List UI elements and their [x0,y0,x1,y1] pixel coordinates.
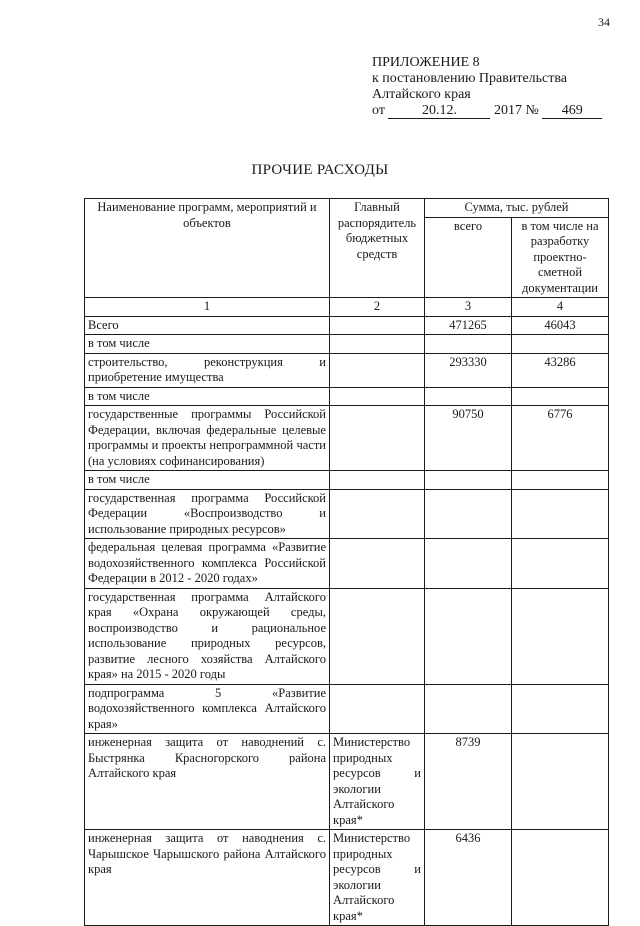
table-row [85,471,609,490]
cell-manager [330,353,425,387]
appendix-block [372,55,622,119]
header-row [85,199,609,218]
appendix-date-row [372,103,622,119]
cell-design [512,471,609,490]
cell-manager [330,406,425,471]
cell-manager [330,335,425,354]
cell-design: 6776 [512,406,609,471]
cell-name: инженерная защита от наводнений с. Быстрянка Красногорского района Алтайского края [85,734,330,830]
header-total: всего [425,217,512,298]
cell-name: федеральная целевая программа «Развитие водохозяйственного комплекса Российской Федерации в 2012 - 2020 годах» [85,539,330,589]
cell-total [425,539,512,589]
cell-manager [330,471,425,490]
cell-total: 293330 [425,353,512,387]
appendix-line-1: к постановлению Правительства [372,71,568,86]
cell-design: 46043 [512,316,609,335]
cell-name: государственные программы Российской Федерации, включая федеральные целевые программы и проекты непрограммной части (на условиях софинансирования) [85,406,330,471]
from-label: от [372,103,385,118]
cell-total [425,588,512,684]
cell-design [512,734,609,830]
table-row [85,387,609,406]
cell-total [425,387,512,406]
cell-name: государственная программа Российской Федерации «Воспроизводство и использование природных ресурсов» [85,489,330,539]
table-row [85,588,609,684]
cell-manager: Министерство природных ресурсов и экологии Алтайского края* [330,734,425,830]
appendix-title: ПРИЛОЖЕНИЕ 8 [372,55,480,70]
cell-name: Всего [85,316,330,335]
header-sum: Сумма, тыс. рублей [425,199,609,218]
table-row [85,684,609,734]
date-value: 20.12. [388,103,490,119]
column-number: 1 [85,298,330,317]
table-row [85,316,609,335]
cell-total [425,489,512,539]
header-manager: Главный распорядитель бюджетных средств [330,199,425,298]
cell-name: в том числе [85,335,330,354]
year-value: 2017 [493,103,522,118]
table-row [85,539,609,589]
cell-manager [330,684,425,734]
cell-total [425,335,512,354]
cell-name: строительство, реконструкция и приобретение имущества [85,353,330,387]
cell-manager [330,539,425,589]
cell-design [512,335,609,354]
table-row [85,406,609,471]
cell-total: 8739 [425,734,512,830]
expenses-table [84,198,609,926]
column-numbers-row [85,298,609,317]
cell-total: 6436 [425,830,512,926]
cell-design [512,684,609,734]
number-label: № [525,103,539,118]
table-row [85,353,609,387]
cell-total: 471265 [425,316,512,335]
cell-name: инженерная защита от наводнения с. Чарышское Чарышского района Алтайского края [85,830,330,926]
number-value: 469 [542,103,602,119]
cell-design [512,387,609,406]
table-row [85,489,609,539]
cell-manager [330,489,425,539]
cell-manager [330,387,425,406]
cell-design [512,489,609,539]
cell-design: 43286 [512,353,609,387]
table-row [85,734,609,830]
cell-manager: Министерство природных ресурсов и экологии Алтайского края* [330,830,425,926]
page-number: 34 [598,15,610,29]
table-row [85,335,609,354]
cell-total [425,471,512,490]
cell-manager [330,316,425,335]
cell-design [512,539,609,589]
column-number: 3 [425,298,512,317]
column-number: 2 [330,298,425,317]
cell-manager [330,588,425,684]
cell-total: 90750 [425,406,512,471]
cell-design [512,588,609,684]
header-name: Наименование программ, мероприятий и объектов [85,199,330,298]
cell-name: государственная программа Алтайского края «Охрана окружающей среды, воспроизводство и рациональное использование природных ресурсов, развитие лесного хозяйства Алтайского края» на 2015 - 2020 годы [85,588,330,684]
table-row [85,830,609,926]
column-number: 4 [512,298,609,317]
cell-name: в том числе [85,471,330,490]
cell-total [425,684,512,734]
cell-name: в том числе [85,387,330,406]
document-title: ПРОЧИЕ РАСХОДЫ [251,162,389,178]
appendix-line-2: Алтайского края [372,87,471,102]
cell-design [512,830,609,926]
cell-name: подпрограмма 5 «Развитие водохозяйственного комплекса Алтайского края» [85,684,330,734]
header-design: в том числе на разработку проектно-сметной документации [512,217,609,298]
